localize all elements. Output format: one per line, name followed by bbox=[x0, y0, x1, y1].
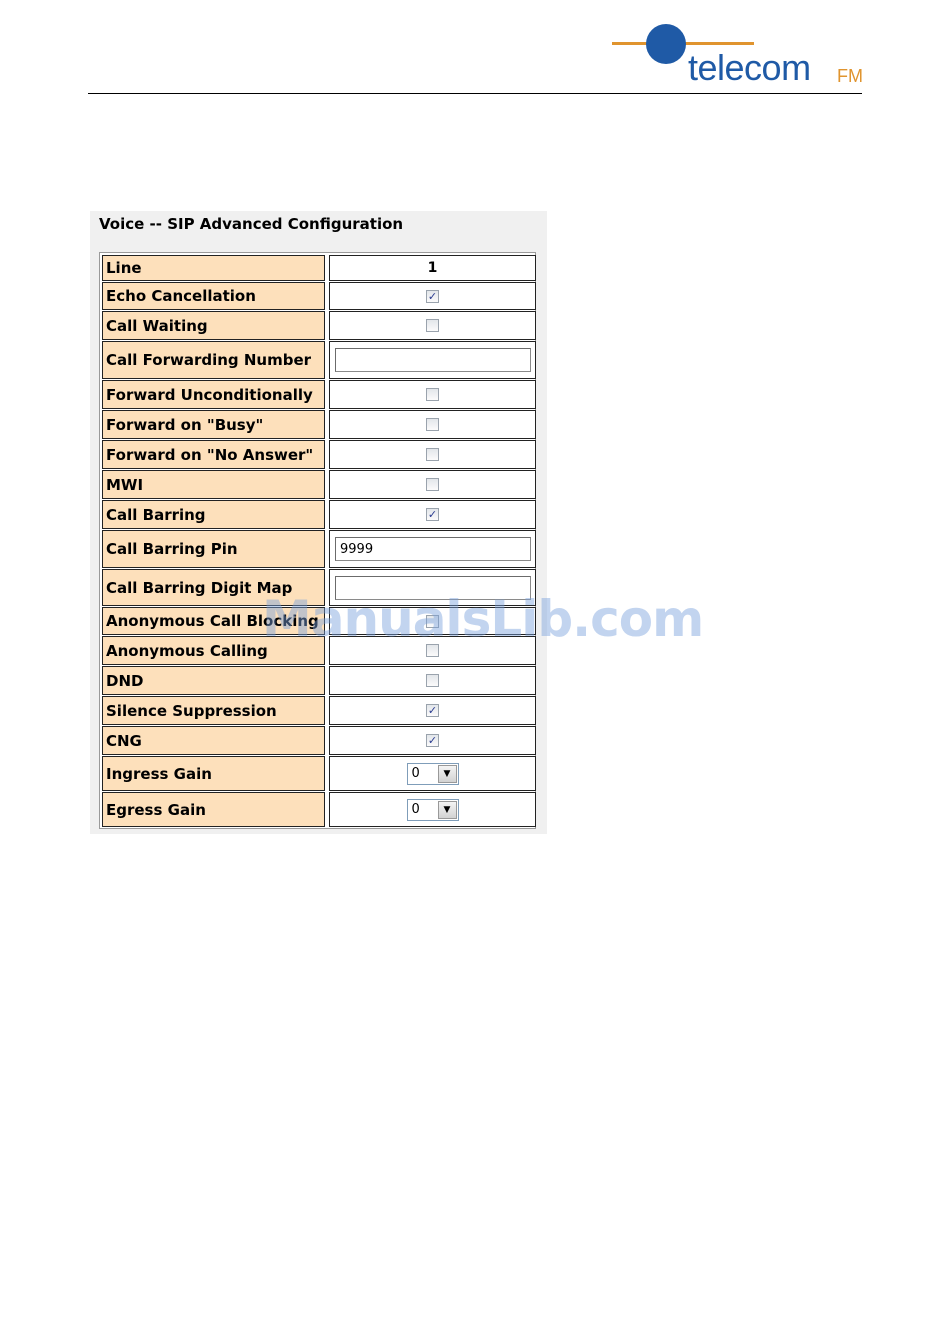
row-label: Call Barring bbox=[102, 500, 325, 529]
row-call-forwarding-number bbox=[102, 341, 536, 379]
row-call-waiting bbox=[102, 311, 536, 340]
call-waiting-checkbox[interactable] bbox=[426, 319, 439, 332]
row-label: Silence Suppression bbox=[102, 696, 325, 725]
row-value bbox=[329, 282, 536, 310]
row-egress-gain bbox=[102, 792, 536, 827]
row-value bbox=[329, 341, 536, 379]
mwi-checkbox[interactable] bbox=[426, 478, 439, 491]
row-label: Anonymous Calling bbox=[102, 636, 325, 665]
line-number: 1 bbox=[427, 260, 438, 276]
row-label: Anonymous Call Blocking bbox=[102, 607, 325, 635]
row-line bbox=[102, 255, 536, 281]
row-value bbox=[329, 530, 536, 568]
row-value bbox=[329, 470, 536, 499]
logo-blue-dot bbox=[646, 24, 686, 64]
row-value bbox=[329, 666, 536, 695]
silence-suppression-checkbox[interactable]: ✓ bbox=[427, 704, 438, 717]
row-value bbox=[329, 440, 536, 469]
row-value bbox=[329, 255, 536, 281]
row-label: Forward on "No Answer" bbox=[102, 440, 325, 469]
row-forward-on-no-answer bbox=[102, 440, 536, 469]
row-mwi bbox=[102, 470, 536, 499]
chevron-down-icon[interactable]: ▼ bbox=[438, 765, 457, 783]
row-value bbox=[329, 792, 536, 827]
row-dnd bbox=[102, 666, 536, 695]
row-label: Forward Unconditionally bbox=[102, 380, 325, 409]
row-label: Echo Cancellation bbox=[102, 282, 325, 310]
echo-cancellation-checkbox[interactable]: ✓ bbox=[427, 289, 438, 303]
ingress-gain-select[interactable] bbox=[407, 763, 459, 785]
row-label: Call Waiting bbox=[102, 311, 325, 340]
row-label: Forward on "Busy" bbox=[102, 410, 325, 439]
row-value bbox=[329, 500, 536, 529]
egress-gain-select[interactable] bbox=[407, 799, 459, 821]
watermark: ManualsLib.com bbox=[262, 590, 704, 648]
chevron-down-icon[interactable]: ▼ bbox=[438, 801, 457, 819]
row-label: Call Barring Digit Map bbox=[102, 569, 325, 606]
forward-on-no-answer-checkbox[interactable] bbox=[426, 448, 439, 461]
row-label: Call Barring Pin bbox=[102, 530, 325, 568]
forward-unconditionally-checkbox[interactable] bbox=[426, 388, 439, 401]
row-label: Ingress Gain bbox=[102, 756, 325, 791]
row-value bbox=[329, 696, 536, 725]
row-silence-suppression bbox=[102, 696, 536, 725]
row-value bbox=[329, 726, 536, 755]
call-forwarding-number-input[interactable] bbox=[335, 348, 531, 372]
row-echo-cancellation bbox=[102, 282, 536, 310]
panel-title: Voice -- SIP Advanced Configuration bbox=[99, 215, 404, 233]
forward-on-busy-checkbox[interactable] bbox=[426, 418, 439, 431]
row-ingress-gain bbox=[102, 756, 536, 791]
row-label: DND bbox=[102, 666, 325, 695]
row-label: Egress Gain bbox=[102, 792, 325, 827]
ingress-gain-value: 0 bbox=[411, 766, 420, 781]
row-call-barring bbox=[102, 500, 536, 529]
logo-word: telecom bbox=[688, 47, 811, 88]
row-label: MWI bbox=[102, 470, 325, 499]
row-label: Line bbox=[102, 255, 325, 281]
call-barring-pin-input[interactable] bbox=[335, 537, 531, 561]
egress-gain-value: 0 bbox=[411, 802, 420, 817]
row-label: CNG bbox=[102, 726, 325, 755]
row-forward-on-busy bbox=[102, 410, 536, 439]
logo-suffix: FM bbox=[837, 66, 863, 86]
telecom-fm-logo bbox=[610, 22, 870, 92]
row-forward-unconditionally bbox=[102, 380, 536, 409]
row-value bbox=[329, 410, 536, 439]
call-barring-checkbox[interactable]: ✓ bbox=[427, 508, 438, 521]
cng-checkbox[interactable]: ✓ bbox=[427, 734, 438, 747]
row-value bbox=[329, 380, 536, 409]
row-cng bbox=[102, 726, 536, 755]
row-call-barring-pin bbox=[102, 530, 536, 568]
row-label: Call Forwarding Number bbox=[102, 341, 325, 379]
dnd-checkbox[interactable] bbox=[426, 674, 439, 687]
row-value bbox=[329, 311, 536, 340]
row-value bbox=[329, 756, 536, 791]
header-divider bbox=[88, 93, 862, 94]
